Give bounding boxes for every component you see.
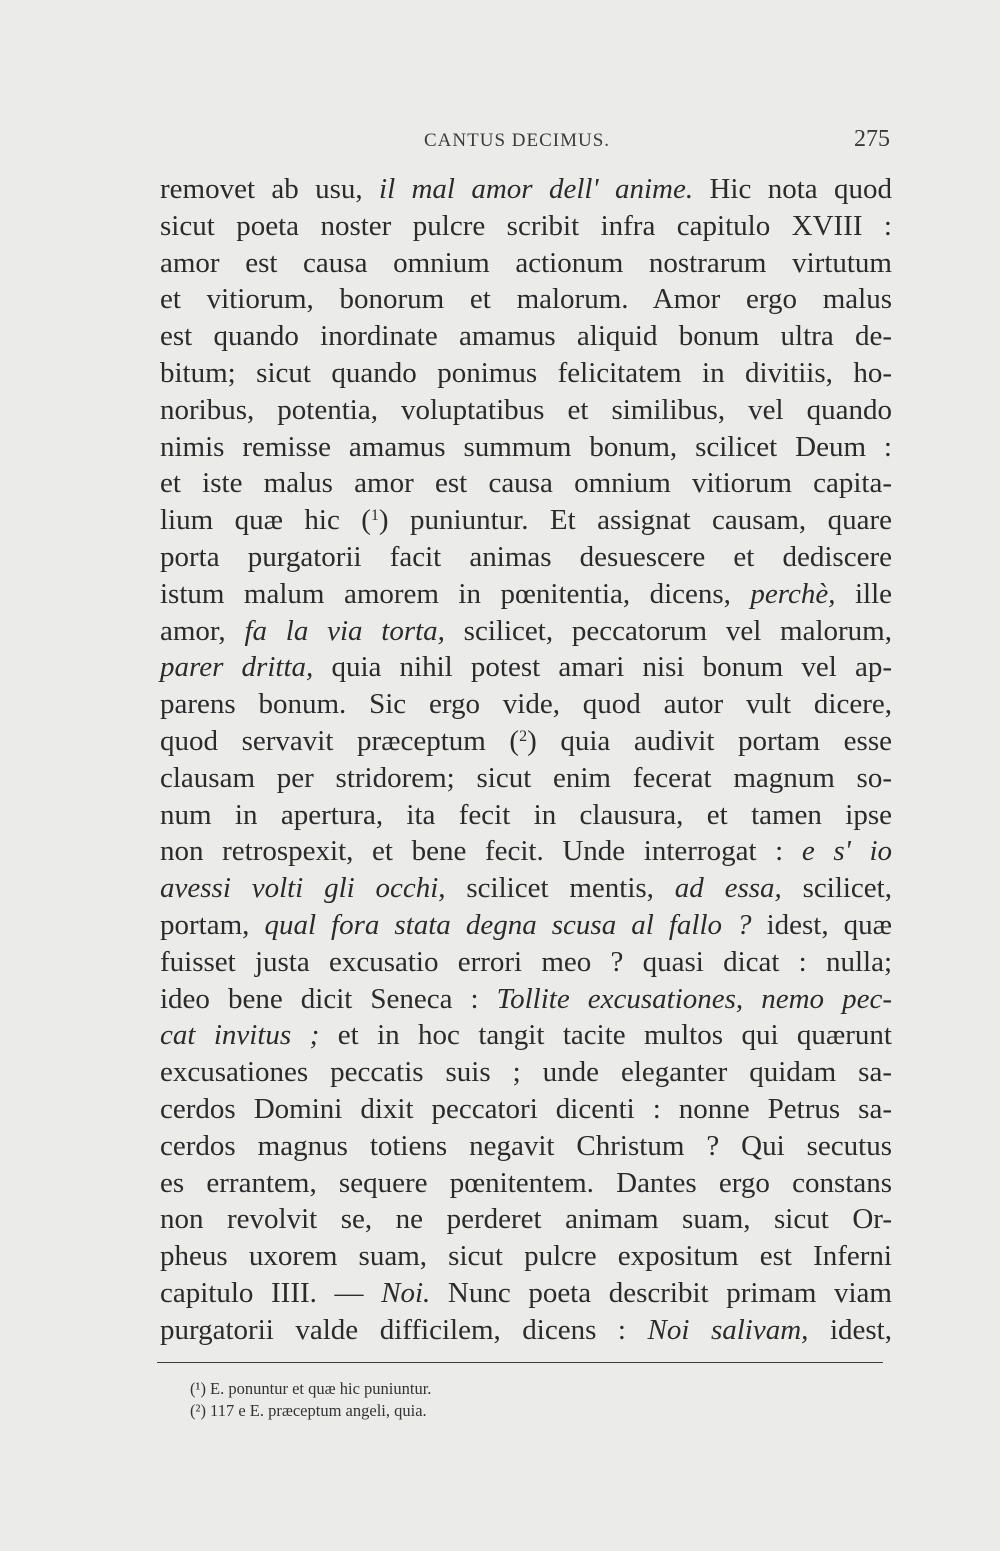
text-line: [160, 760, 892, 797]
italic-span: perchè,: [750, 577, 836, 610]
text-line: [160, 1091, 892, 1128]
italic-span: il mal amor dell' anime.: [379, 173, 694, 205]
text-span: Hic nota quod: [693, 173, 893, 205]
text-line: [160, 1201, 892, 1238]
text-span: bitum; sicut quando ponimus felicitatem in divitiis, ho-: [160, 356, 892, 389]
text-line: [160, 907, 892, 944]
text-line: [160, 723, 892, 760]
italic-span: Tollite excusationes, nemo pec-: [496, 982, 892, 1015]
text-span: ) puniuntur. Et assignat causam, quare: [378, 504, 892, 537]
italic-span: qual fora stata degna scusa al fallo ?: [264, 908, 752, 941]
text-line: [160, 208, 892, 245]
text-span: cerdos Domini dixit peccatori dicenti : nonne Petrus sa-: [160, 1092, 892, 1125]
footnote-1: (¹) E. ponuntur et quæ hic puniuntur.: [190, 1379, 432, 1398]
footnote-ref: 2: [519, 727, 528, 745]
text-line: [160, 1275, 892, 1312]
text-span: ille: [835, 577, 892, 610]
running-header-title: CANTUS DECIMUS.: [424, 130, 611, 151]
text-line: [160, 686, 892, 723]
text-line: [160, 870, 892, 907]
text-span: idest, quæ: [751, 908, 892, 941]
text-line: [160, 465, 892, 502]
text-span: parens bonum. Sic ergo vide, quod autor vult dicere,: [160, 688, 892, 721]
text-line: [160, 613, 892, 650]
italic-span: avessi volti gli occhi,: [160, 872, 446, 905]
italic-span: Noi salivam,: [647, 1313, 809, 1346]
text-line: [160, 981, 892, 1018]
italic-span: parer dritta,: [160, 651, 314, 684]
text-span: cerdos magnus totiens negavit Christum ? Qui secutus: [160, 1129, 892, 1162]
text-span: lium quæ hic (: [160, 504, 371, 537]
text-line: [160, 429, 892, 466]
text-line: [160, 649, 892, 686]
text-line: [160, 318, 892, 355]
text-span: idest,: [808, 1313, 892, 1346]
text-line: [160, 576, 892, 613]
text-span: et in hoc tangit tacite multos qui quærunt: [319, 1019, 892, 1052]
text-span: quia nihil potest amari nisi bonum vel ap-: [313, 651, 892, 684]
text-span: quod servavit præceptum (: [160, 724, 520, 757]
text-span: et iste malus amor est causa omnium vitiorum capita-: [160, 467, 892, 500]
text-line: [160, 1128, 892, 1165]
text-line: [160, 944, 892, 981]
text-line: [160, 392, 892, 429]
text-span: amor,: [160, 614, 245, 647]
text-line: [160, 355, 892, 392]
italic-span: Noi.: [381, 1276, 431, 1309]
text-line: [160, 245, 892, 282]
italic-span: cat invitus ;: [160, 1019, 320, 1052]
text-span: et vitiorum, bonorum et malorum. Amor ergo malus: [160, 283, 892, 316]
footnote-ref: 1: [370, 507, 379, 525]
text-line: [160, 833, 892, 870]
text-line: [160, 1165, 892, 1202]
text-line: [160, 1238, 892, 1275]
text-span: Nunc poeta describit primam viam: [430, 1276, 892, 1309]
italic-span: fa la via torta,: [244, 614, 445, 647]
italic-span: ad essa,: [674, 872, 782, 905]
text-line: [160, 1312, 892, 1349]
body-text: [160, 171, 892, 1349]
text-span: istum malum amorem in pœnitentia, dicens,: [160, 577, 751, 610]
text-span: est quando inordinate amamus aliquid bonum ultra de-: [160, 320, 892, 353]
text-span: non retrospexit, et bene fecit. Unde interrogat :: [160, 835, 802, 868]
text-span: amor est causa omnium actionum nostrarum virtutum: [160, 246, 892, 279]
text-span: es errantem, sequere pœnitentem. Dantes ergo constans: [160, 1166, 892, 1199]
text-span: scilicet,: [781, 872, 892, 905]
text-span: scilicet, peccatorum vel malorum,: [444, 614, 892, 647]
text-line: [160, 1054, 892, 1091]
text-span: non revolvit se, ne perderet animam suam, sicut Or-: [160, 1203, 892, 1236]
text-span: removet ab usu,: [160, 173, 380, 205]
text-span: porta purgatorii facit animas desuescere et dediscere: [160, 540, 892, 573]
text-span: excusationes peccatis suis ; unde eleganter quidam sa-: [160, 1056, 892, 1089]
text-span: fuisset justa excusatio errori meo ? quasi dicat : nulla;: [160, 945, 892, 978]
text-span: portam,: [160, 908, 265, 941]
text-span: pheus uxorem suam, sicut pulcre expositum est Inferni: [160, 1240, 892, 1273]
text-line: [160, 502, 892, 539]
text-span: capitulo IIII. —: [160, 1276, 382, 1309]
italic-span: e s' io: [801, 835, 892, 868]
text-line: [160, 797, 892, 834]
text-line: [160, 281, 892, 318]
text-span: clausam per stridorem; sicut enim fecerat magnum so-: [160, 761, 892, 794]
page-number: 275: [854, 126, 890, 152]
text-line: [160, 1017, 892, 1054]
text-span: scilicet mentis,: [445, 872, 675, 905]
text-span: num in apertura, ita fecit in clausura, et tamen ipse: [160, 798, 892, 831]
text-span: noribus, potentia, voluptatibus et similibus, vel quando: [160, 393, 892, 426]
footnote-2: (²) 117 e E. præceptum angeli, quia.: [190, 1401, 427, 1420]
text-span: sicut poeta noster pulcre scribit infra capitulo XVIII :: [160, 209, 892, 242]
footnote-rule: [157, 1362, 883, 1363]
text-span: ) quia audivit portam esse: [527, 724, 892, 757]
text-line: [160, 171, 892, 208]
text-line: [160, 539, 892, 576]
text-span: nimis remisse amamus summum bonum, scilicet Deum :: [160, 430, 892, 463]
text-span: purgatorii valde difficilem, dicens :: [160, 1313, 648, 1346]
footnotes: [190, 1378, 870, 1422]
text-span: ideo bene dicit Seneca :: [160, 982, 497, 1015]
